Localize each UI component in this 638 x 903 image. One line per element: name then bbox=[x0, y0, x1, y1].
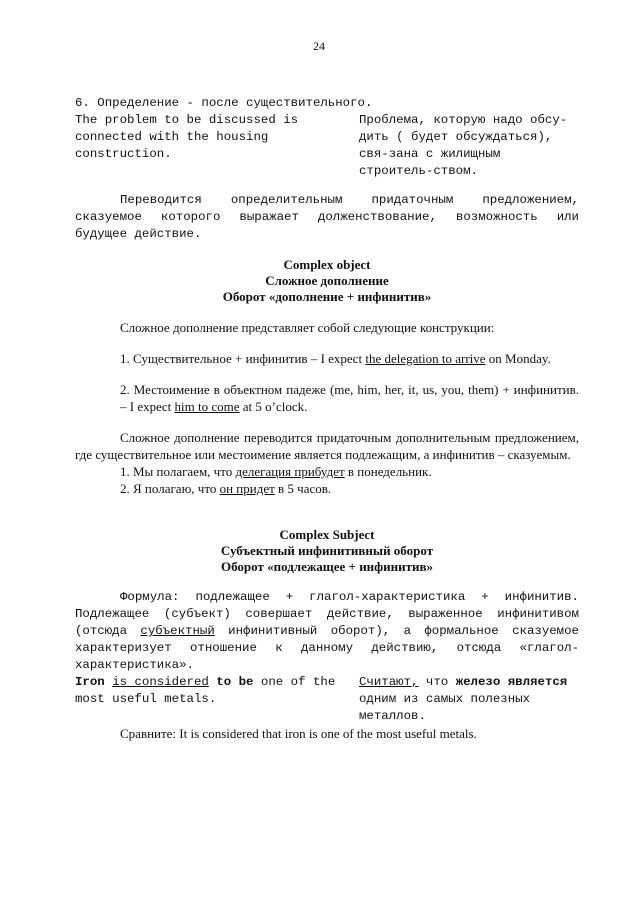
complex-subject-title: Complex Subject bbox=[279, 527, 375, 542]
section-6-english: The problem to be discussed is connected with the housing construction. bbox=[75, 113, 299, 161]
underlined-phrase: он придет bbox=[219, 481, 275, 496]
underlined-phrase: делегация прибудет bbox=[235, 464, 345, 479]
complex-object-subtitle: Сложное дополнение bbox=[265, 273, 389, 288]
complex-subject-formula: Формула: подлежащее + глагол-характеристика + инфинитив. Подлежащее (субъект) совершает действие, выраженное инфинитивом (отсюда субъектный инфинитивный оборот), а формальное сказуемое характеризует отношение к данному действию, отсюда «глагол-характеристика». bbox=[75, 590, 579, 672]
complex-subject-formula-title: Оборот «подлежащее + инфинитив» bbox=[220, 559, 434, 574]
underlined-word: субъектный bbox=[140, 624, 215, 638]
page-content bbox=[75, 95, 579, 742]
complex-subject-russian: Считают, что железо является одним из самых полезных металлов. bbox=[359, 675, 568, 723]
complex-object-intro: Сложное дополнение представляет собой следующие конструкции: bbox=[120, 320, 495, 335]
underlined-phrase: him to come bbox=[174, 399, 240, 414]
complex-object-example-1: 1. Мы полагаем, что делегация прибудет в понедельник. bbox=[120, 464, 432, 479]
complex-subject-example bbox=[75, 674, 579, 725]
page-number: 24 bbox=[313, 39, 325, 53]
complex-object-example-2: 2. Я полагаю, что он придет в 5 часов. bbox=[120, 481, 332, 496]
underlined-phrase: the delegation to arrive bbox=[365, 351, 486, 366]
complex-subject-subtitle: Субъектный инфинитивный оборот bbox=[220, 543, 434, 558]
complex-object-title: Complex object bbox=[283, 257, 371, 272]
complex-subject-english: Iron is considered to be one of the most useful metals. bbox=[75, 675, 336, 706]
complex-object-item-2: 2. Местоимение в объектном падеже (me, him, her, it, us, you, them) + инфинитив. – I expect him to come at 5 o’clock. bbox=[120, 382, 579, 414]
section-6-example bbox=[75, 112, 579, 180]
complex-subject-compare: Сравните: It is considered that iron is one of the most useful metals. bbox=[120, 726, 477, 741]
complex-object-explanation: Сложное дополнение переводится придаточным дополнительным предложением, где существительное или местоимение является подлежащим, а инфинитив – сказуемым. bbox=[75, 430, 579, 462]
section-6-russian: Проблема, которую надо обсу-дить ( будет обсуждаться), свя-зана с жилищным строитель-ством. bbox=[359, 113, 568, 178]
section-6-translation-note: Переводится определительным придаточным предложением, сказуемое которого выражает долженствование, возможность или будущее действие. bbox=[75, 193, 579, 241]
complex-object-item-1: 1. Существительное + инфинитив – I expect the delegation to arrive on Monday. bbox=[120, 351, 551, 366]
section-6-heading: 6. Определение - после существительного. bbox=[75, 96, 373, 110]
complex-object-formula-title: Оборот «дополнение + инфинитив» bbox=[222, 289, 432, 304]
